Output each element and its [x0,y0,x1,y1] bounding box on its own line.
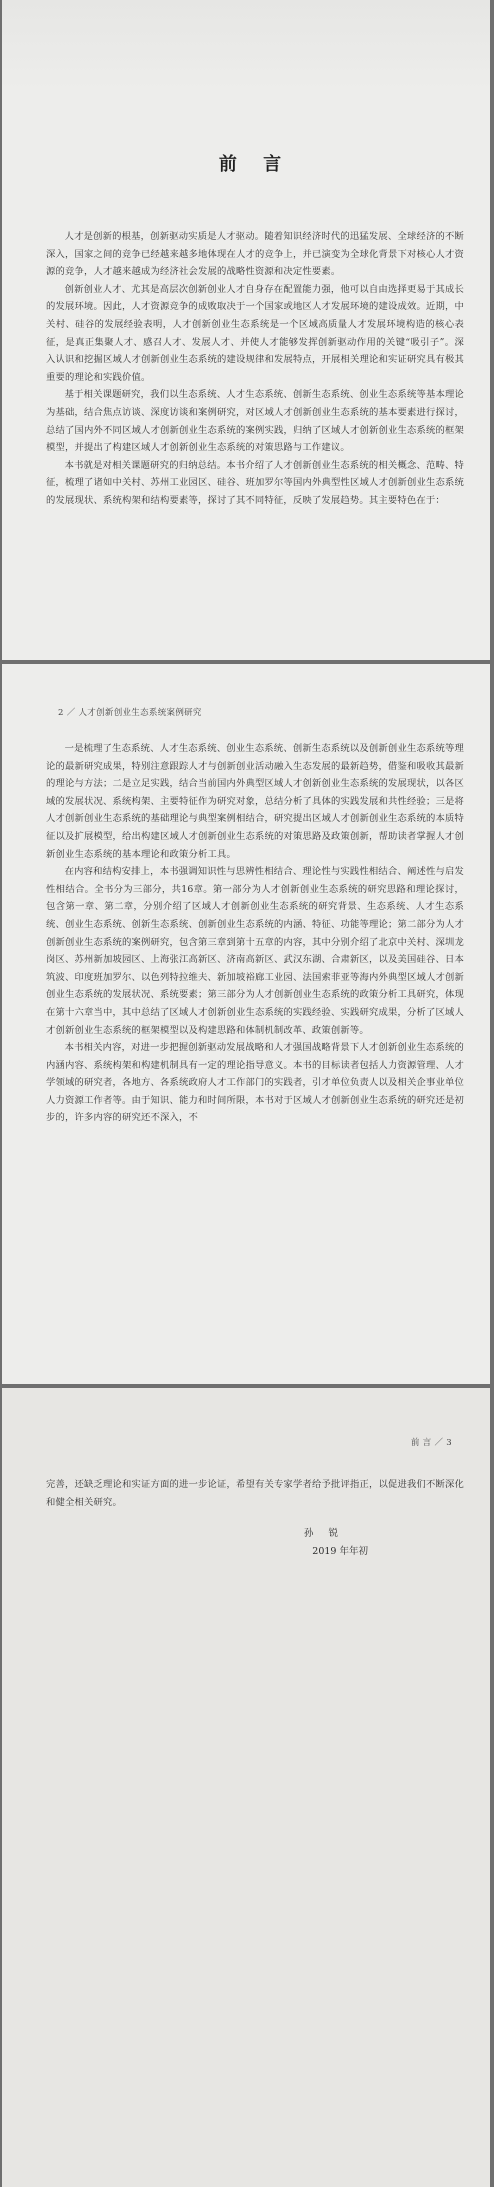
page-3 [2,1388,490,2187]
page-title: 前 言 [218,154,292,175]
preface-paragraph-4: 本书就是对相关课题研究的归纳总结。本书介绍了人才创新创业生态系统的相关概念、范畴、特征，梳理了诸如中关村、苏州工业园区、硅谷、班加罗尔等国内外典型性区域人才创新创业生态系统的发展现状、系统构架和结构要素等，探讨了其不同特征，反映了发展趋势。其主要特色在于： [46,459,464,506]
page-2 [2,664,490,1384]
running-head: 前 言 ／ 3 [410,1438,452,1448]
running-head: 2 ／ 人才创新创业生态系统案例研究 [58,708,202,718]
author-signature: 孙 锐 [303,1528,344,1540]
features-paragraph: 一是梳理了生态系统、人才生态系统、创业生态系统、创新生态系统以及创新创业生态系统等理论的最新研究成果，特别注意跟踪人才与创新创业活动融入生态发展的最新趋势，借鉴和吸收其最新的理论与方法；二是立足实践，结合当前国内外典型区域人才创新创业生态系统的发展现状，以各区域的发展状况、系统构架、主要特征作为研究对象，总结分析了具体的实践发展和共性经验；三是将人才创新创业生态系统的基础理论与典型案例相结合，研究提出区域人才创新创业生态系统的本质特征以及扩展模型，给出构建区域人才创新创业生态系统的对策思路及政策创新，帮助读者掌握人才创新创业生态系统的基本理论和政策分析工具。 [46,743,464,860]
readers-paragraph: 本书相关内容，对进一步把握创新驱动发展战略和人才强国战略背景下人才创新创业生态系统的内涵内容、系统构架和构建机制具有一定的理论指导意义。本书的目标读者包括人力资源管理、人才学领域的研究者，各地方、各系统政府人才工作部门的实践者，引才单位负责人以及相关企事业单位人力资源工作者等。由于知识、能力和时间所限，本书对于区域人才创新创业生态系统的研究还是初步的，许多内容的研究还不深入，不 [46,1042,464,1124]
preface-paragraph-2: 创新创业人才、尤其是高层次创新创业人才自身存在配置能力强，他可以自由选择更易于其成长的发展环境。因此，人才资源竞争的成败取决于一个国家或地区人才发展环境的建设成效。近期，中关村、硅谷的发展经验表明，人才创新创业生态系统是一个区域高质量人才发展环境构造的核心表征，是真正集聚人才、感召人才、发展人才、并使人才能够发挥创新驱动作用的关键“吸引子”。深入认识和挖掘区域人才创新创业生态系统的建设规律和发展特点，开展相关理论和实证研究具有极其重要的理论和实践价值。 [46,283,464,383]
page-1 [2,0,490,660]
preface-paragraph-3: 基于相关课题研究，我们以生态系统、人才生态系统、创新生态系统、创业生态系统等基本理论为基础，结合焦点访谈、深度访谈和案例研究，对区域人才创新创业生态系统的基本要素进行探讨，总结了国内外不同区域人才创新创业生态系统的案例实践，归纳了区域人才创新创业生态系统的框架模型，并提出了构建区域人才创新创业生态系统的对策思路与工作建议。 [46,389,464,454]
signature-date: 2019 年年初 [312,1546,368,1558]
closing-paragraph: 完善，还缺乏理论和实证方面的进一步论证，希望有关专家学者给予批评指正，以促进我们不断深化和健全相关研究。 [46,1479,464,1508]
page-top-shade [2,0,490,90]
preface-paragraph-1: 人才是创新的根基，创新驱动实质是人才驱动。随着知识经济时代的迅猛发展、全球经济的不断深入，国家之间的竞争已经越来越多地体现在人才的竞争上，并已演变为全球化背景下对核心人才资源的竞争，人才越来越成为经济社会发展的战略性资源和决定性要素。 [46,231,464,278]
structure-paragraph: 在内容和结构安排上，本书强调知识性与思辨性相结合、理论性与实践性相结合、阐述性与启发性相结合。全书分为三部分，共16章。第一部分为人才创新创业生态系统的研究思路和理论探讨，包含第一章、第二章，分别介绍了区域人才创新创业生态系统的研究背景、生态系统、人才生态系统、创业生态系统、创新生态系统、创新创业生态系统的内涵、特征、功能等理论；第二部分为人才创新创业生态系统的案例研究，包含第三章到第十五章的内容，其中分别介绍了北京中关村、深圳龙岗区、苏州新加坡园区、上海张江高新区、济南高新区、武汉东湖、合肃新区，以及美国硅谷、日本筑波、印度班加罗尔、以色列特拉维夫、新加坡裕廊工业园、法国索菲亚等海内外典型区域人才创新创业生态系统的发展状况、系统要素；第三部分为人才创新创业生态系统的政策分析工具研究，体现在第十六章当中，其中总结了区域人才创新创业生态系统的实践经验、实践研究成果，分析了区域人才创新创业生态系统的框架模型以及构建思路和体制机制改革、政策创新等。 [46,866,464,1036]
